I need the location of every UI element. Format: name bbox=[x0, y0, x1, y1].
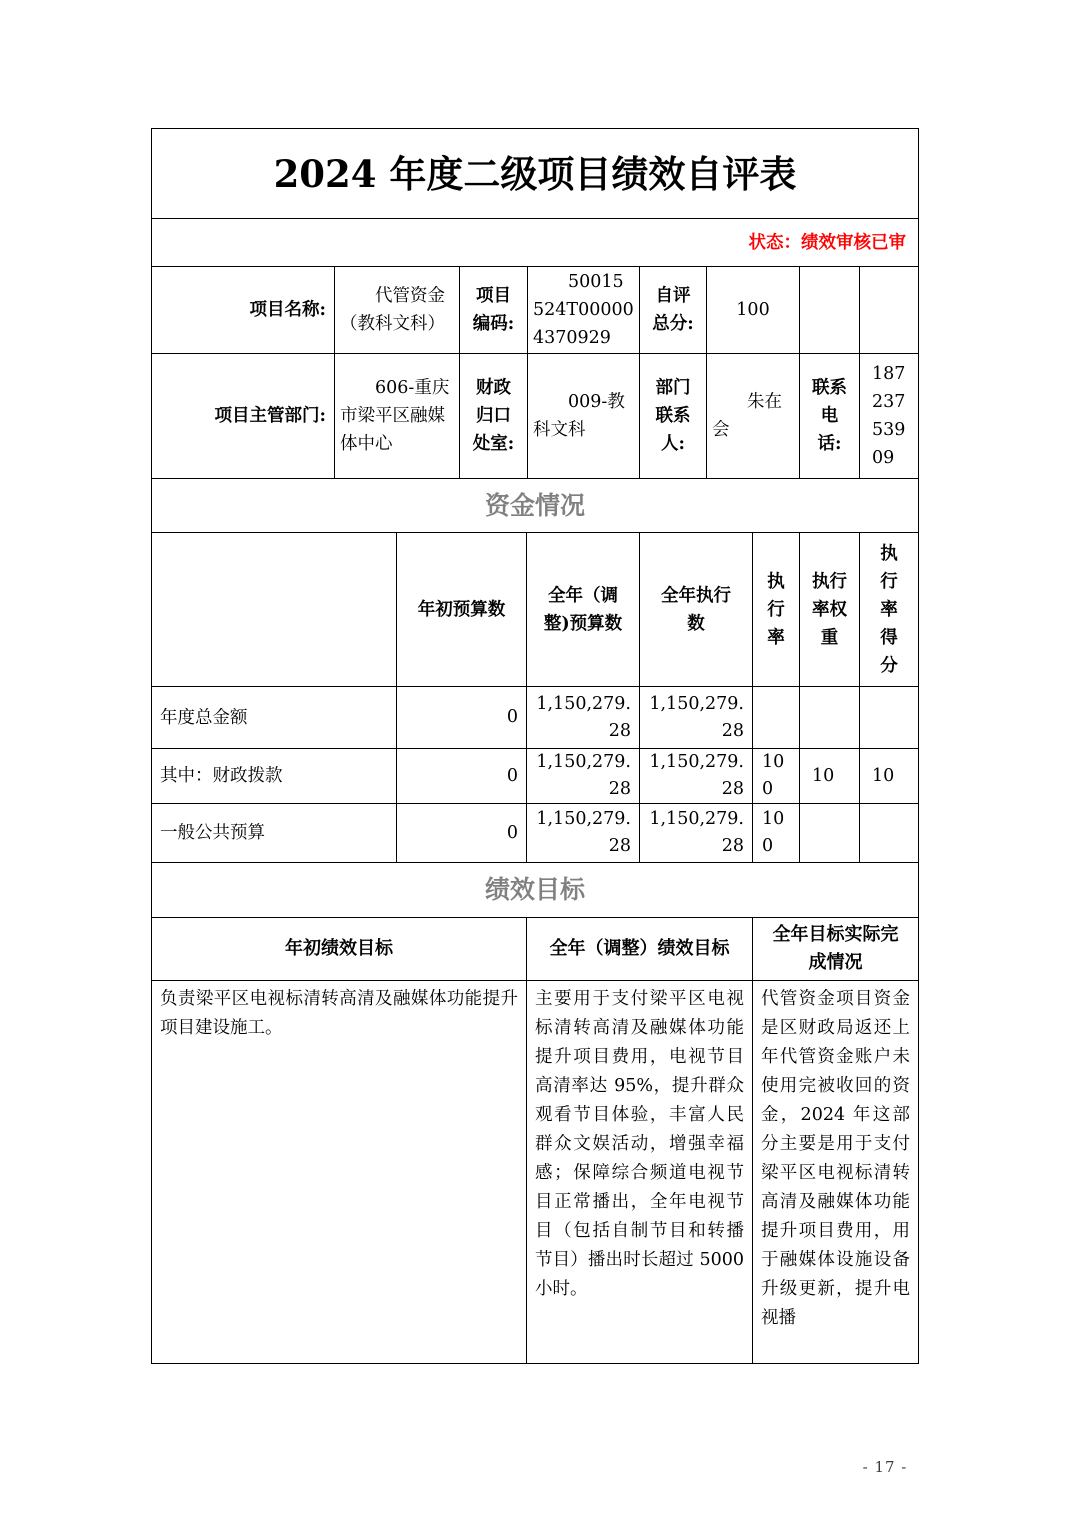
goals-section-row bbox=[152, 863, 918, 918]
executed-value: 1,150,279.28 bbox=[640, 687, 753, 748]
finance-office-value: 009-教科文科 bbox=[533, 392, 625, 440]
executed-value: 1,150,279.28 bbox=[640, 749, 753, 803]
col-executed-amount: 全年执行数 bbox=[640, 533, 753, 686]
project-info-row-1 bbox=[152, 267, 918, 354]
contact-phone-value-cell bbox=[860, 354, 918, 478]
department-label: 项目主管部门: bbox=[214, 406, 326, 426]
funding-row-total bbox=[152, 687, 918, 749]
empty-cell bbox=[860, 267, 918, 353]
col-initial-budget: 年初预算数 bbox=[397, 533, 527, 686]
page-number: - 17 - bbox=[862, 1458, 908, 1476]
contact-person-value-cell bbox=[707, 354, 800, 478]
funding-header-row bbox=[152, 533, 918, 687]
status-badge: 状态：绩效审核已审 bbox=[748, 232, 906, 253]
initial-budget-value: 0 bbox=[397, 804, 527, 862]
col-execution-rate: 执行率 bbox=[753, 533, 800, 686]
col-rate-weight: 执行率权重 bbox=[800, 533, 860, 686]
project-name-label: 项目名称: bbox=[249, 300, 326, 320]
project-code-label: 项目编码: bbox=[472, 286, 515, 334]
contact-phone-value: 18723753909 bbox=[872, 364, 906, 468]
initial-budget-value: 0 bbox=[397, 749, 527, 803]
project-name-value: 代管资金（教科文科） bbox=[340, 286, 445, 334]
row-label: 其中：财政拨款 bbox=[152, 749, 397, 803]
goals-header-row bbox=[152, 918, 918, 981]
project-name-value-cell bbox=[335, 267, 460, 353]
col-actual-completion: 全年目标实际完成情况 bbox=[772, 924, 899, 973]
execution-rate-value bbox=[753, 687, 800, 748]
department-label-cell bbox=[152, 354, 335, 478]
finance-office-label-cell bbox=[460, 354, 528, 478]
self-score-value-cell bbox=[707, 267, 800, 353]
self-evaluation-form bbox=[151, 128, 919, 1364]
project-code-value-cell bbox=[528, 267, 640, 353]
self-score-value: 100 bbox=[736, 300, 770, 320]
rate-score-value: 10 bbox=[872, 766, 895, 786]
col-adjusted-goal: 全年（调整）绩效目标 bbox=[527, 918, 753, 980]
finance-office-value-cell bbox=[528, 354, 640, 478]
department-value: 606-重庆市梁平区融媒体中心 bbox=[340, 378, 450, 454]
row-label: 一般公共预算 bbox=[152, 804, 397, 862]
contact-person-label: 部门联系人: bbox=[655, 378, 691, 454]
contact-phone-label: 联系电话: bbox=[812, 378, 847, 454]
form-title-cell bbox=[152, 129, 918, 218]
actual-completion-text: 代管资金项目资金是区财政局返还上年代管资金账户未使用完被收回的资金，2024 年这部分主要是用于支付梁平区电视标清转高清及融媒体功能提升项目费用，用于融媒体设施设备升级更新，提升电视播 bbox=[761, 989, 910, 1328]
executed-value: 1,150,279.28 bbox=[640, 804, 753, 862]
adjusted-budget-value: 1,150,279.28 bbox=[527, 749, 640, 803]
actual-completion-text-cell bbox=[753, 981, 918, 1363]
funding-row-public-budget bbox=[152, 804, 918, 863]
rate-score-value bbox=[860, 687, 918, 748]
execution-rate-value: 100 bbox=[753, 749, 800, 803]
rate-weight-value: 10 bbox=[800, 749, 860, 803]
contact-person-label-cell bbox=[640, 354, 707, 478]
rate-score-value bbox=[860, 804, 918, 862]
rate-weight-value bbox=[800, 687, 860, 748]
row-label: 年度总金额 bbox=[152, 687, 397, 748]
department-value-cell bbox=[335, 354, 460, 478]
project-code-label-cell bbox=[460, 267, 528, 353]
title-row bbox=[152, 129, 918, 219]
project-name-label-cell bbox=[152, 267, 335, 353]
project-code-value: 50015524T000004370929 bbox=[533, 272, 634, 348]
project-info-row-2 bbox=[152, 354, 918, 479]
self-score-label: 自评总分: bbox=[652, 286, 694, 334]
initial-goal-text-cell bbox=[152, 981, 527, 1363]
execution-rate-value: 100 bbox=[753, 804, 800, 862]
page-title: 2024 年度二级项目绩效自评表 bbox=[273, 151, 797, 196]
finance-office-label: 财政归口处室: bbox=[472, 378, 515, 454]
empty-cell bbox=[800, 267, 860, 353]
self-score-label-cell bbox=[640, 267, 707, 353]
goals-content-row bbox=[152, 981, 918, 1363]
adjusted-goal-text-cell bbox=[527, 981, 753, 1363]
contact-phone-label-cell bbox=[800, 354, 860, 478]
status-row bbox=[152, 219, 918, 267]
rate-weight-value bbox=[800, 804, 860, 862]
col-initial-goal: 年初绩效目标 bbox=[152, 918, 527, 980]
col-rate-score: 执行率得分 bbox=[880, 543, 898, 676]
funding-section-title: 资金情况 bbox=[484, 490, 585, 520]
initial-goal-text: 负责梁平区电视标清转高清及融媒体功能提升项目建设施工。 bbox=[160, 989, 518, 1038]
adjusted-goal-text: 主要用于支付梁平区电视标清转高清及融媒体功能提升项目费用，电视节目高清率达 95%，提升群众观看节目体验，丰富人民群众文娱活动，增强幸福感；保障综合频道电视节目正常播出，全年电视节目（包括自制节目和转播节目）播出时长超过 5000 小时。 bbox=[535, 989, 744, 1299]
adjusted-budget-value: 1,150,279.28 bbox=[527, 804, 640, 862]
initial-budget-value: 0 bbox=[397, 687, 527, 748]
col-adjusted-budget: 全年（调整)预算数 bbox=[527, 533, 640, 686]
funding-blank-header bbox=[152, 533, 397, 686]
status-cell bbox=[152, 219, 918, 266]
goals-section-cell bbox=[152, 863, 918, 917]
contact-person-value: 朱在会 bbox=[712, 392, 782, 440]
funding-row-fiscal bbox=[152, 749, 918, 804]
funding-section-row bbox=[152, 479, 918, 533]
adjusted-budget-value: 1,150,279.28 bbox=[527, 687, 640, 748]
funding-section-cell bbox=[152, 479, 918, 532]
goals-section-title: 绩效目标 bbox=[484, 875, 585, 904]
